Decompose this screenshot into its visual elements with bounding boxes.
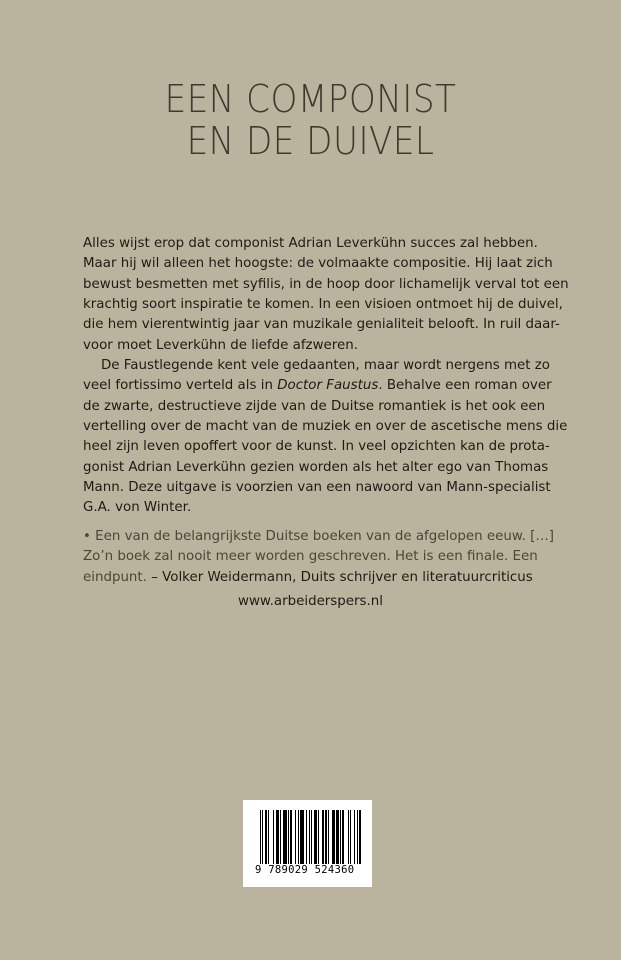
blurb-line: die hem vierentwintig jaar van muzikale genialiteit belooft. In ruil daar- <box>83 317 560 333</box>
quote-line: Zo’n boek zal nooit meer worden geschreven. Het is een finale. Een <box>83 549 538 565</box>
quote-line <box>83 568 537 588</box>
title-line-2: EN DE DUIVEL <box>186 119 435 163</box>
blurb-line: bewust besmetten met syfilis, in de hoop door lichamelijk verval tot een <box>83 276 569 292</box>
blurb-line: heel zijn leven opoffert voor de kunst. In veel opzichten kan de prota- <box>83 439 550 455</box>
text: . Behalve een roman over <box>378 378 552 394</box>
bullet-icon: • <box>83 529 91 544</box>
blurb-line: krachtig soort inspiratie te komen. In een visioen ontmoet hij de duivel, <box>83 297 563 313</box>
isbn-number: 9 789029 524360 <box>255 864 365 876</box>
review-quote <box>83 527 554 588</box>
blurb-line: Alles wijst erop dat componist Adrian Leverkühn succes zal hebben. <box>83 236 538 251</box>
blurb <box>83 234 569 519</box>
blurb-line <box>83 376 552 396</box>
publisher-url: www.arbeiderspers.nl <box>238 594 383 609</box>
text: Een van de belangrijkste Duitse boeken van de afgelopen eeuw. […] <box>95 529 554 544</box>
blurb-line: gonist Adrian Leverkühn gezien worden als het alter ego van Thomas <box>83 459 549 475</box>
book-title <box>31 78 590 162</box>
barcode <box>243 800 372 887</box>
book-name: Doctor Faustus <box>277 378 379 394</box>
title-line-1: EEN COMPONIST <box>164 77 457 121</box>
text: eindpunt. <box>83 569 152 585</box>
barcode-bars <box>260 810 362 870</box>
blurb-line: G.A. von Winter. <box>83 500 192 516</box>
blurb-line: vertelling over de macht van de muziek en over de ascetische mens die <box>83 419 568 435</box>
blurb-line: Maar hij wil alleen het hoogste: de volmaakte compositie. Hij laat zich <box>83 256 553 272</box>
blurb-line: Mann. Deze uitgave is voorzien van een nawoord van Mann-specialist <box>83 480 551 496</box>
blurb-line: de zwarte, destructieve zijde van de Duitse romantiek is het ook een <box>83 398 546 414</box>
barcode-stripe <box>361 810 362 870</box>
blurb-line: voor moet Leverkühn de liefde afzweren. <box>83 337 358 353</box>
blurb-line: De Faustlegende kent vele gedaanten, maar wordt nergens met zo <box>101 358 550 374</box>
text: veel fortissimo verteld als in <box>83 378 278 394</box>
quote-line <box>83 527 554 547</box>
quote-author: – Volker Weidermann, Duits schrijver en literatuurcriticus <box>151 569 533 585</box>
